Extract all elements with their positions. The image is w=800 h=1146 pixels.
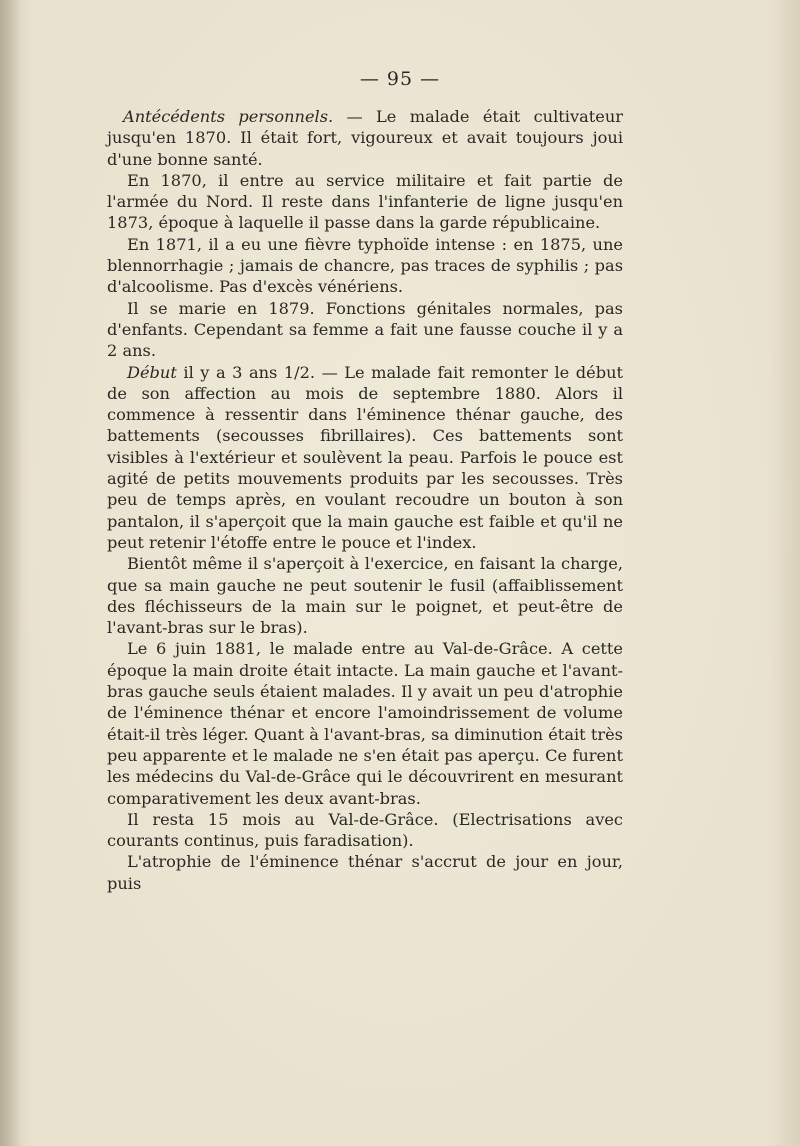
paragraph-lead-italic: Début	[127, 362, 177, 382]
paragraph-lead-italic: Antécédents personnels.	[123, 107, 334, 126]
body-text	[107, 106, 623, 894]
paragraph-text: Le 6 juin 1881, le malade entre au Val-de-Grâce. A cette époque la main droite était intacte. La main gauche et l'avant-bras gauche seuls étaient malades. Il y avait un peu d'atrophie de l'éminence thénar et encore l'amoindrissement de volume était-il très léger. Quant à l'avant-bras, sa diminution était très peu apparente et le malade ne s'en était pas aperçu. Ce furent les médecins du Val-de-Grâce qui le découvrirent en mesurant comparativement les deux avant-bras.	[107, 639, 623, 808]
paragraph-antecedents	[107, 106, 623, 170]
paragraph-val-de-grace	[107, 638, 623, 808]
paragraph-exercice	[107, 553, 623, 638]
paragraph-text: En 1870, il entre au service militaire et fait partie de l'armée du Nord. Il reste dans l'infanterie de ligne jusqu'en 1873, époque à laquelle il passe dans la garde républicaine.	[107, 170, 623, 233]
paragraph-text: En 1871, il a eu une fièvre typhoïde intense : en 1875, une blennorrhagie ; jamais de chancre, pas traces de syphilis ; pas d'alcoolisme. Pas d'excès vénériens.	[107, 234, 623, 297]
paragraph-traitement	[107, 809, 623, 852]
paragraph-service-militaire	[107, 170, 623, 234]
paragraph-text: — Le malade était cultivateur jusqu'en 1870. Il était fort, vigoureux et avait toujours joui d'une bonne santé.	[107, 107, 624, 169]
page-binding-shadow	[0, 0, 22, 1146]
paragraph-atrophie	[107, 851, 623, 894]
page-number: — 95 —	[359, 68, 441, 90]
paragraph-text: Il se marie en 1879. Fonctions génitales normales, pas d'enfants. Cependant sa femme a fait une fausse couche il y a 2 ans.	[107, 298, 623, 361]
paragraph-maladies	[107, 234, 623, 298]
paragraph-text: il y a 3 ans 1/2. — Le malade fait remonter le début de son affection au mois de septembre 1880. Alors il commence à ressentir dans l'éminence thénar gauche, des battements (secousses fibrillaires). Ces battements sont visibles à l'extérieur et soulèvent la peau. Parfois le pouce est agité de petits mouvements produits par les secousses. Très peu de temps après, en voulant recoudre un bouton à son pantalon, il s'aperçoit que la main gauche est faible et qu'il ne peut retenir l'étoffe entre le pouce et l'index.	[107, 362, 623, 552]
paragraph-text: L'atrophie de l'éminence thénar s'accrut de jour en jour, puis	[107, 852, 623, 893]
paragraph-text: Il resta 15 mois au Val-de-Grâce. (Electrisations avec courants continus, puis faradisation).	[107, 809, 623, 851]
paragraph-debut	[107, 362, 623, 554]
paragraph-mariage	[107, 298, 623, 362]
paragraph-text: Bientôt même il s'aperçoit à l'exercice, en faisant la charge, que sa main gauche ne peut soutenir le fusil (affaiblissement des fléchisseurs de la main sur le poignet, et peut-être de l'avant-bras sur le bras).	[107, 554, 623, 638]
